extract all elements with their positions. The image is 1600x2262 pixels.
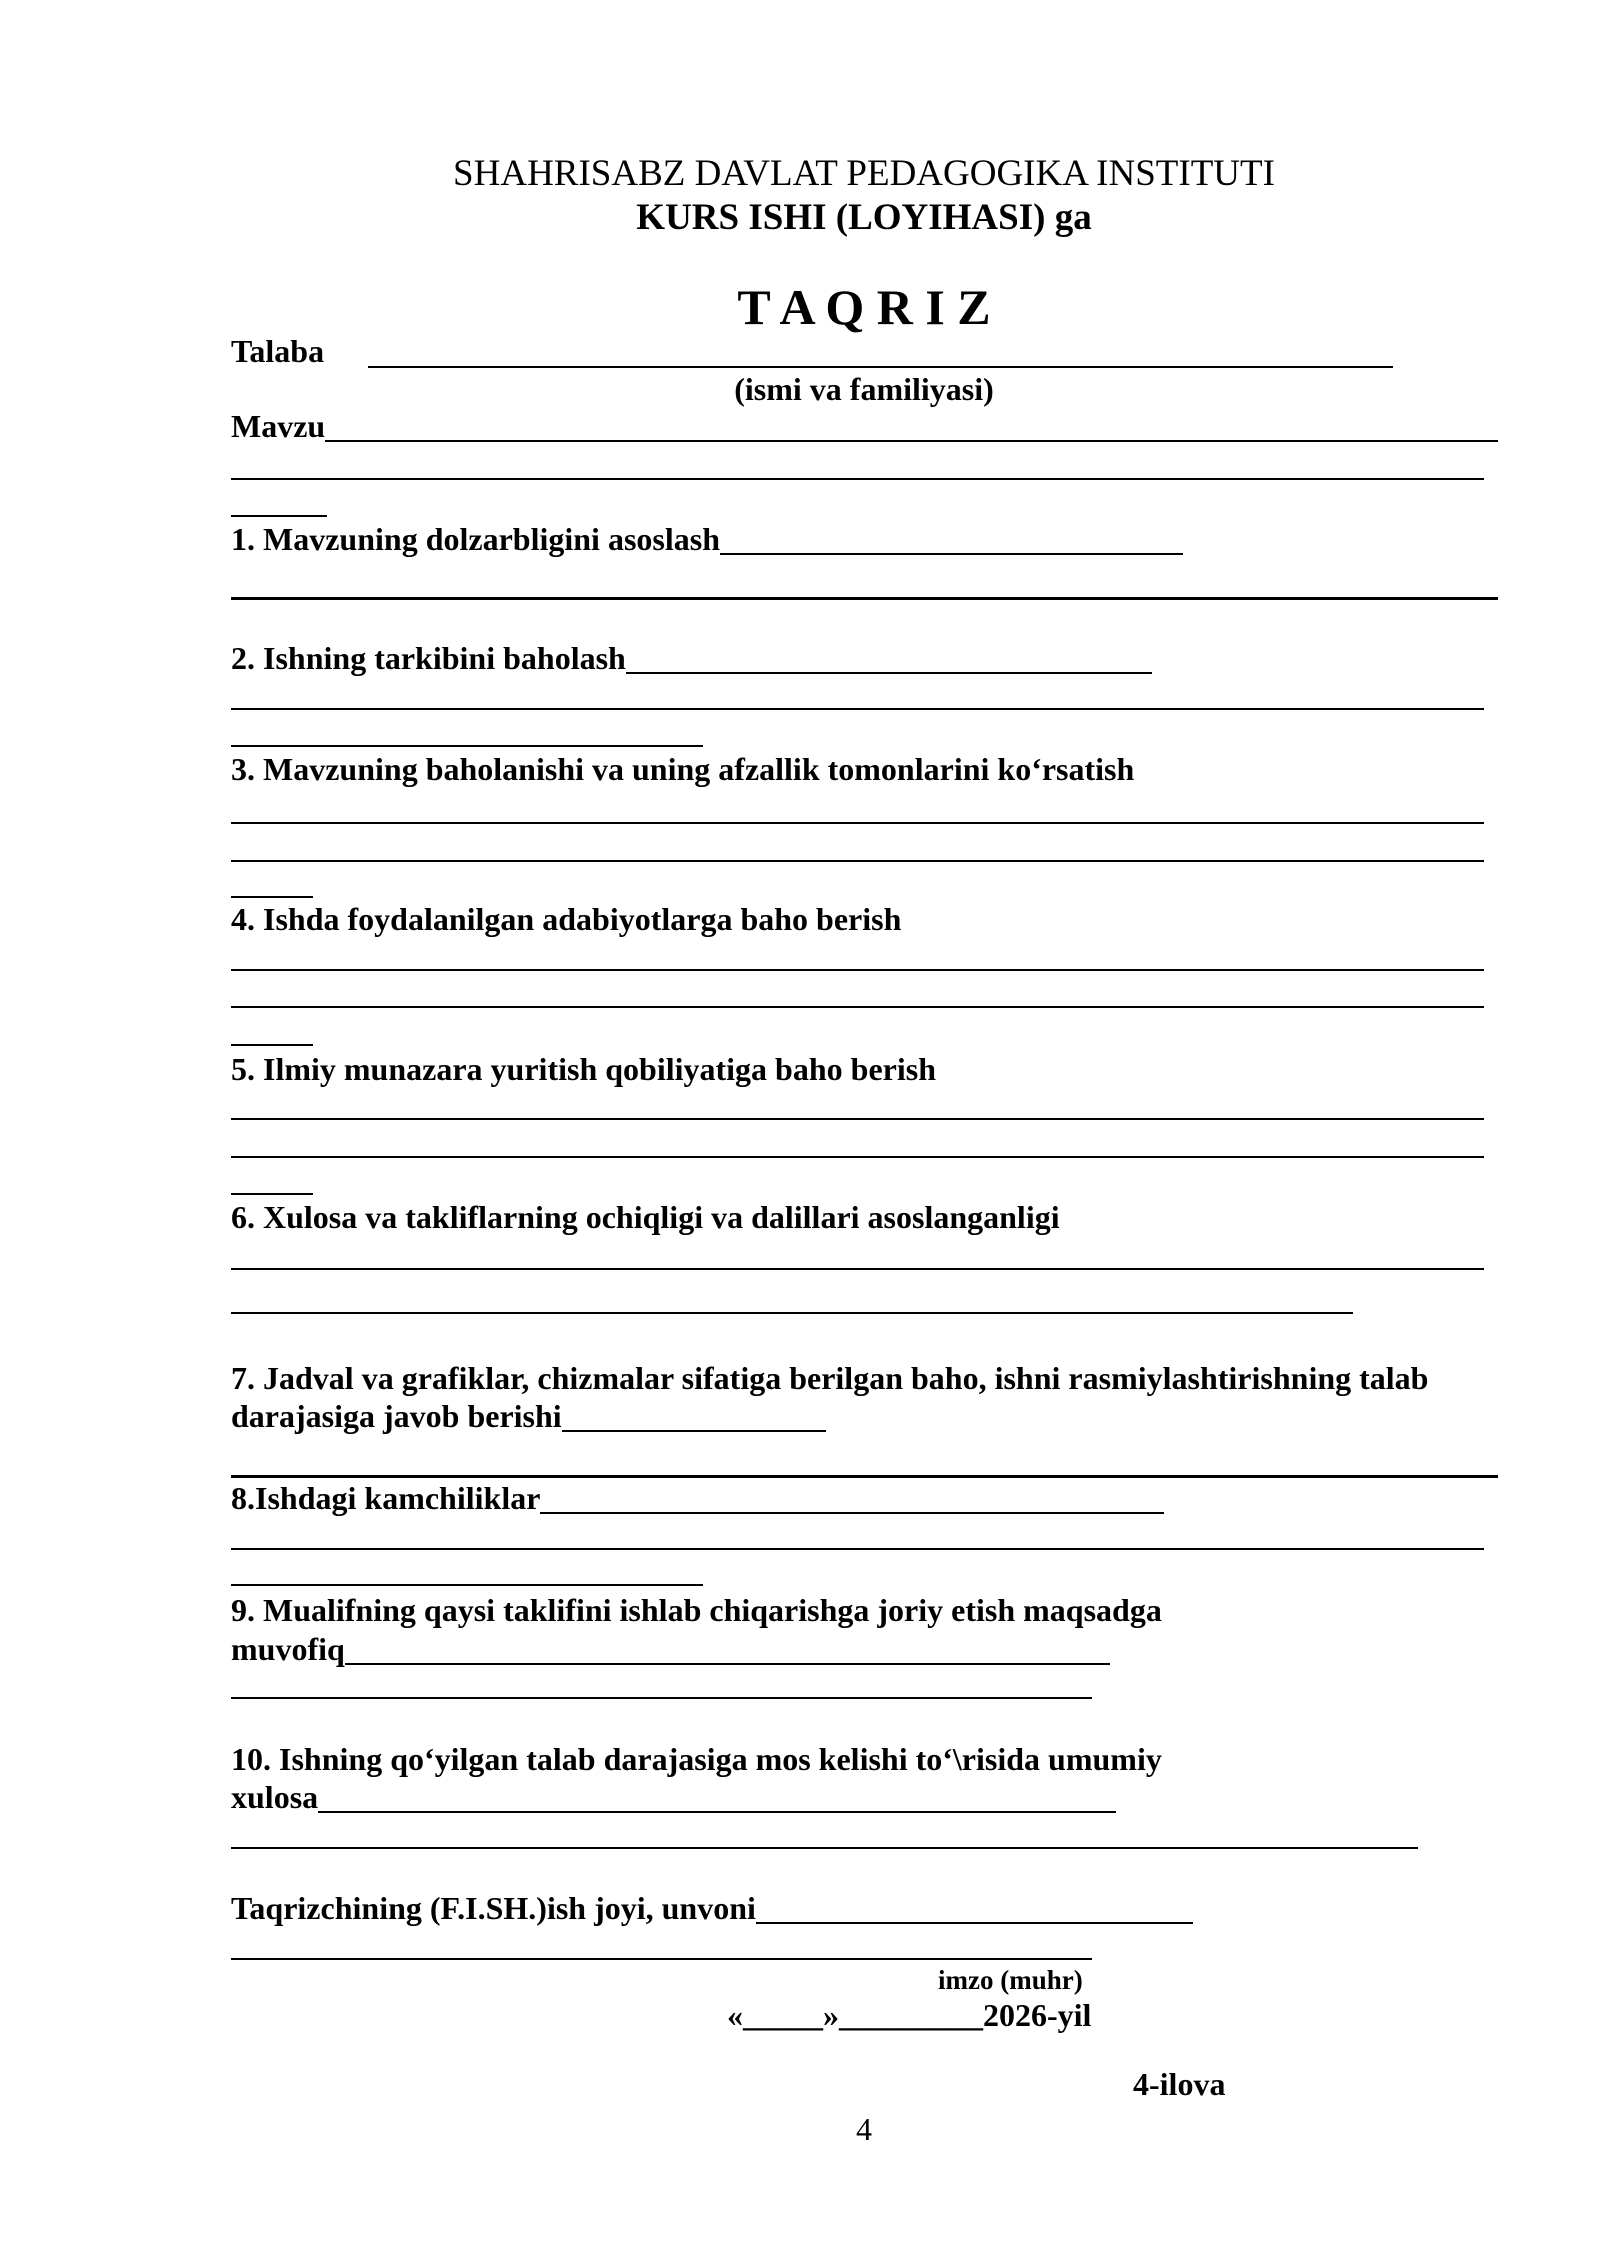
item-10-label-cont: xulosa: [231, 1779, 319, 1815]
page-number: 4: [856, 2111, 872, 2147]
item-1-label: 1. Mavzuning dolzarbligini asoslash: [231, 521, 720, 557]
item-5-label: 5. Ilmiy munazara yuritish qobiliyatiga baho berish: [231, 1051, 936, 1087]
blank-line: [231, 1548, 1484, 1550]
blank-line: [231, 1584, 703, 1586]
topic-label: Mavzu: [231, 408, 326, 444]
item-2-label: 2. Ishning tarkibini baholash: [231, 640, 626, 676]
item-10-label: 10. Ishning qo‘yilgan talab darajasiga mos kelishi to‘\risida umumiy: [231, 1741, 1162, 1777]
blank-line: [231, 1958, 1092, 1960]
blank-line: [231, 708, 1484, 710]
student-label: Talaba: [231, 333, 325, 369]
item-7-label: 7. Jadval va grafiklar, chizmalar sifatiga berilgan baho, ishni rasmiylashtirishning talab: [231, 1360, 1429, 1396]
item-8-label: 8.Ishdagi kamchiliklar: [231, 1480, 541, 1516]
blank-line: [231, 1475, 1498, 1478]
reviewer-row: [231, 1890, 1193, 1927]
item-1-blank: [720, 521, 1183, 555]
item-10-blank: [318, 1779, 1116, 1813]
item-9-label-cont: muvofiq: [231, 1631, 345, 1667]
topic-row: [231, 408, 1498, 445]
item-2-blank: [626, 640, 1152, 674]
institute-name: SHAHRISABZ DAVLAT PEDAGOGIKA INSTITUTI: [453, 153, 1275, 194]
item-1-row: [231, 521, 1183, 558]
blank-line: [231, 515, 327, 517]
blank-line: [231, 822, 1484, 824]
student-name-hint: (ismi va familiyasi): [734, 371, 994, 407]
item-3-label: 3. Mavzuning baholanishi va uning afzallik tomonlarini ko‘rsatish: [231, 751, 1135, 787]
blank-line: [231, 1193, 313, 1195]
blank-line: [231, 1312, 1353, 1314]
signature-hint: imzo (muhr): [938, 1965, 1083, 1995]
item-4-label: 4. Ishda foydalanilgan adabiyotlarga baho berish: [231, 901, 902, 937]
blank-line: [231, 745, 703, 747]
blank-line: [231, 597, 1498, 600]
item-7-row: [231, 1398, 826, 1435]
blank-line: [231, 1156, 1484, 1158]
item-7-label-cont: darajasiga javob berishi: [231, 1398, 562, 1434]
date-field: «_____»_________2026-yil: [727, 1997, 1092, 2033]
blank-line: [231, 896, 313, 898]
item-9-row: [231, 1631, 1110, 1668]
blank-line: [231, 1847, 1418, 1849]
reviewer-blank: [756, 1890, 1193, 1924]
blank-line: [231, 478, 1484, 480]
blank-line: [231, 1118, 1484, 1120]
item-8-blank: [540, 1480, 1164, 1514]
item-2-row: [231, 640, 1152, 677]
item-9-label: 9. Mualifning qaysi taklifini ishlab chiqarishga joriy etish maqsadga: [231, 1592, 1162, 1628]
blank-line: [231, 1006, 1484, 1008]
item-10-row: [231, 1779, 1116, 1816]
appendix-label: 4-ilova: [1133, 2066, 1226, 2102]
item-7-blank: [562, 1398, 826, 1432]
blank-line: [231, 1697, 1092, 1699]
item-9-blank: [345, 1631, 1110, 1665]
blank-line: [231, 860, 1484, 862]
blank-line: [231, 1044, 313, 1046]
topic-blank: [325, 408, 1498, 442]
item-6-label: 6. Xulosa va takliflarning ochiqligi va dalillari asoslanganligi: [231, 1199, 1060, 1235]
item-8-row: [231, 1480, 1164, 1517]
document-title: T A Q R I Z: [737, 279, 991, 335]
blank-line: [231, 1268, 1484, 1270]
document-subtitle: KURS ISHI (LOYIHASI) ga: [636, 197, 1092, 238]
blank-line: [231, 969, 1484, 971]
reviewer-label: Taqrizchining (F.I.SH.)ish joyi, unvoni: [231, 1890, 756, 1926]
student-name-line: [368, 366, 1393, 368]
